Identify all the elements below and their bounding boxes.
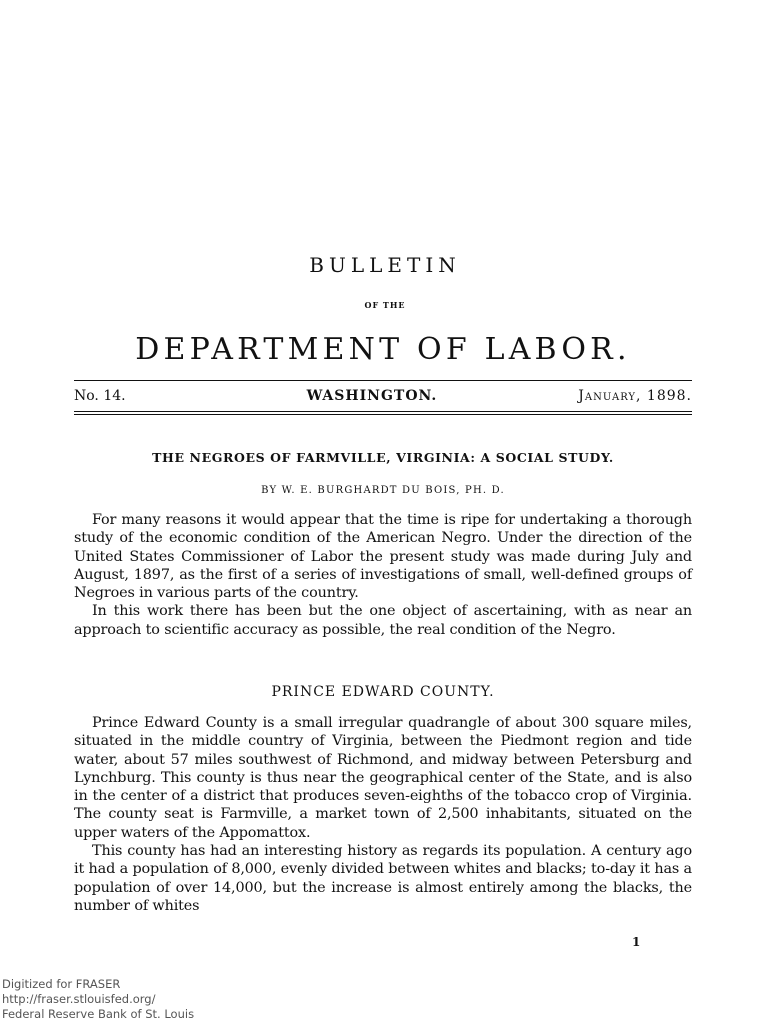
paragraph: In this work there has been but the one object of ascertaining, with as near an approach to scientific accuracy as possible, the real condition of the Negro. — [74, 603, 692, 638]
footer-line: Digitized for FRASER — [2, 977, 121, 991]
page-number: 1 — [632, 935, 641, 949]
rule-lower — [74, 414, 692, 415]
section-text — [74, 714, 692, 915]
footer-line: Federal Reserve Bank of St. Louis — [2, 1007, 195, 1021]
article-title: THE NEGROES OF FARMVILLE, VIRGINIA: A SOCIAL STUDY. — [152, 450, 614, 465]
issue-date: January, 1898. — [578, 388, 692, 404]
paragraph: This county has had an interesting history as regards its population. A century ago it had a population of 8,000, evenly divided between whites and blacks; to-day it has a population of over 14,000, but the increase is almost entirely among the blacks, the number of whites — [74, 843, 692, 914]
bulletin-heading: BULLETIN — [309, 253, 461, 277]
paragraph: For many reasons it would appear that the time is ripe for undertaking a thorough study of the economic condition of the American Negro. Under the direction of the United States Commissioner of Labor the present study was made during July and August, 1897, as the first of a series of investigations of small, well-defined groups of Negroes in various parts of the country. — [74, 512, 692, 602]
paragraph: Prince Edward County is a small irregular quadrangle of about 300 square miles, situated in the middle country of Virginia, between the Piedmont region and tide water, about 57 miles southwest of Richmond, and midway between Petersburg and Lynchburg. This county is thus near the geographical center of the State, and is also in the center of a district that produces seven-eighths of the tobacco crop of Virginia. The county seat is Farmville, a market town of 2,500 inhabitants, situated on the upper waters of the Appomattox. — [74, 715, 692, 841]
issue-place: WASHINGTON. — [306, 388, 438, 404]
issue-number: No. 14. — [74, 388, 126, 404]
footer-link[interactable]: http://fraser.stlouisfed.org/ — [2, 992, 156, 1006]
section-heading: PRINCE EDWARD COUNTY. — [271, 684, 495, 700]
issue-line — [74, 388, 692, 404]
top-rule — [74, 380, 692, 381]
rule-upper — [74, 411, 692, 412]
intro-text — [74, 511, 692, 639]
of-the-label: OF THE — [364, 300, 406, 310]
department-title: DEPARTMENT OF LABOR. — [135, 332, 631, 367]
digitization-footer — [2, 977, 194, 1022]
article-byline: BY W. E. BURGHARDT DU BOIS, PH. D. — [261, 485, 505, 496]
